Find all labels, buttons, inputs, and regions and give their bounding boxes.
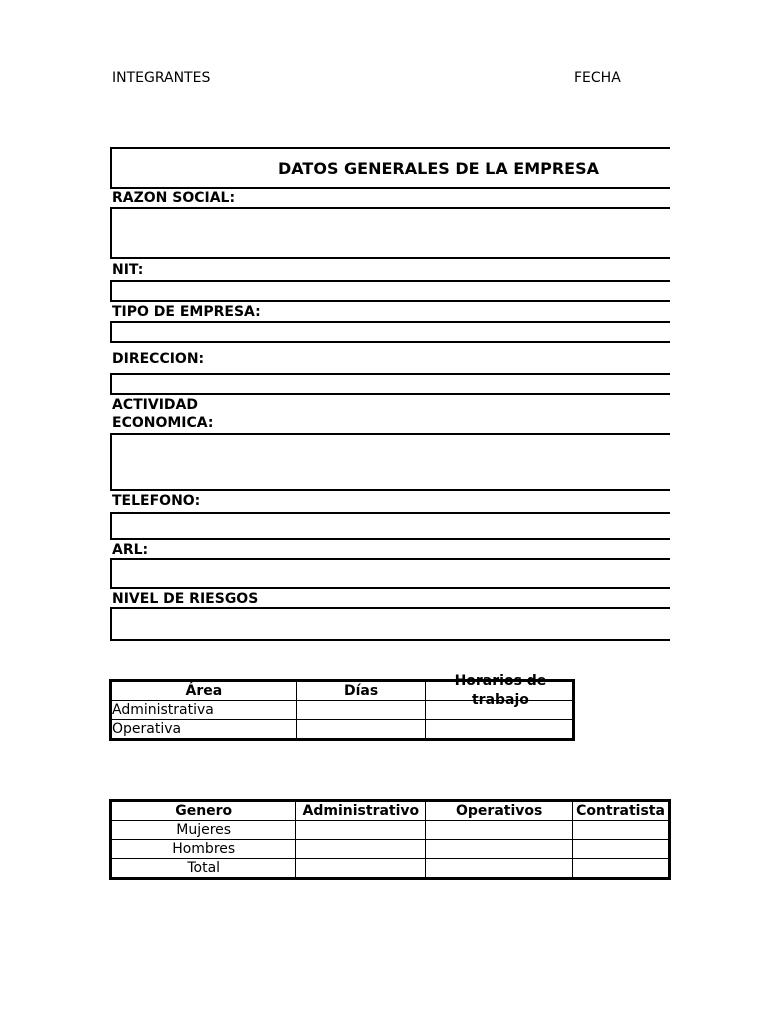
razon-social-field[interactable]: [110, 207, 670, 259]
genero-cell: Total: [112, 859, 296, 878]
contratista-cell[interactable]: [573, 859, 669, 878]
tipo-empresa-label: TIPO DE EMPRESA:: [112, 304, 261, 320]
operativos-cell[interactable]: [426, 821, 573, 840]
nit-field[interactable]: [110, 280, 670, 302]
column-header-dias: Días: [296, 682, 426, 701]
table-row: [112, 720, 573, 739]
direccion-field[interactable]: [110, 373, 670, 395]
genero-cell: Mujeres: [112, 821, 296, 840]
column-header-area: Área: [112, 682, 297, 701]
nivel-riesgos-field[interactable]: [110, 607, 670, 641]
table-row: [112, 840, 669, 859]
table-header-row: [112, 802, 669, 821]
table-header-row: [112, 682, 573, 701]
table-row: [112, 821, 669, 840]
fecha-label: FECHA: [574, 70, 621, 86]
tipo-empresa-field[interactable]: [110, 321, 670, 343]
administrativo-cell[interactable]: [296, 859, 426, 878]
form-title: DATOS GENERALES DE LA EMPRESA: [278, 159, 599, 178]
gender-table: [111, 801, 669, 878]
administrativo-cell[interactable]: [296, 840, 426, 859]
schedule-table: [111, 673, 573, 739]
column-header-contratista: Contratista: [573, 802, 669, 821]
administrativo-cell[interactable]: [296, 821, 426, 840]
operativos-cell[interactable]: [426, 859, 573, 878]
horarios-cell[interactable]: [426, 720, 573, 739]
nivel-riesgos-label: NIVEL DE RIESGOS: [112, 591, 259, 607]
dias-cell[interactable]: [296, 701, 426, 720]
contratista-cell[interactable]: [573, 840, 669, 859]
actividad-label-line1: ACTIVIDAD: [112, 397, 198, 413]
horarios-header-text: Horarios de trabajo: [454, 673, 547, 708]
column-header-horarios: [426, 673, 573, 708]
actividad-label-line2: ECONOMICA:: [112, 415, 214, 431]
nit-label: NIT:: [112, 262, 144, 278]
table-row: [112, 859, 669, 878]
arl-field[interactable]: [110, 558, 670, 589]
actividad-economica-field[interactable]: [110, 433, 670, 491]
genero-cell: Hombres: [112, 840, 296, 859]
razon-social-label: RAZON SOCIAL:: [112, 190, 236, 206]
area-cell: Operativa: [112, 720, 297, 739]
column-header-operativos: Operativos: [426, 802, 573, 821]
contratista-cell[interactable]: [573, 821, 669, 840]
arl-label: ARL:: [112, 542, 149, 558]
column-header-genero: Genero: [112, 802, 296, 821]
telefono-label: TELEFONO:: [112, 493, 201, 509]
column-header-administrativo: Administrativo: [296, 802, 426, 821]
dias-cell[interactable]: [296, 720, 426, 739]
form-title-box: [110, 147, 670, 189]
operativos-cell[interactable]: [426, 840, 573, 859]
area-cell: Administrativa: [112, 701, 297, 720]
direccion-label: DIRECCION:: [112, 351, 205, 367]
telefono-field[interactable]: [110, 512, 670, 540]
integrantes-label: INTEGRANTES: [112, 70, 211, 86]
